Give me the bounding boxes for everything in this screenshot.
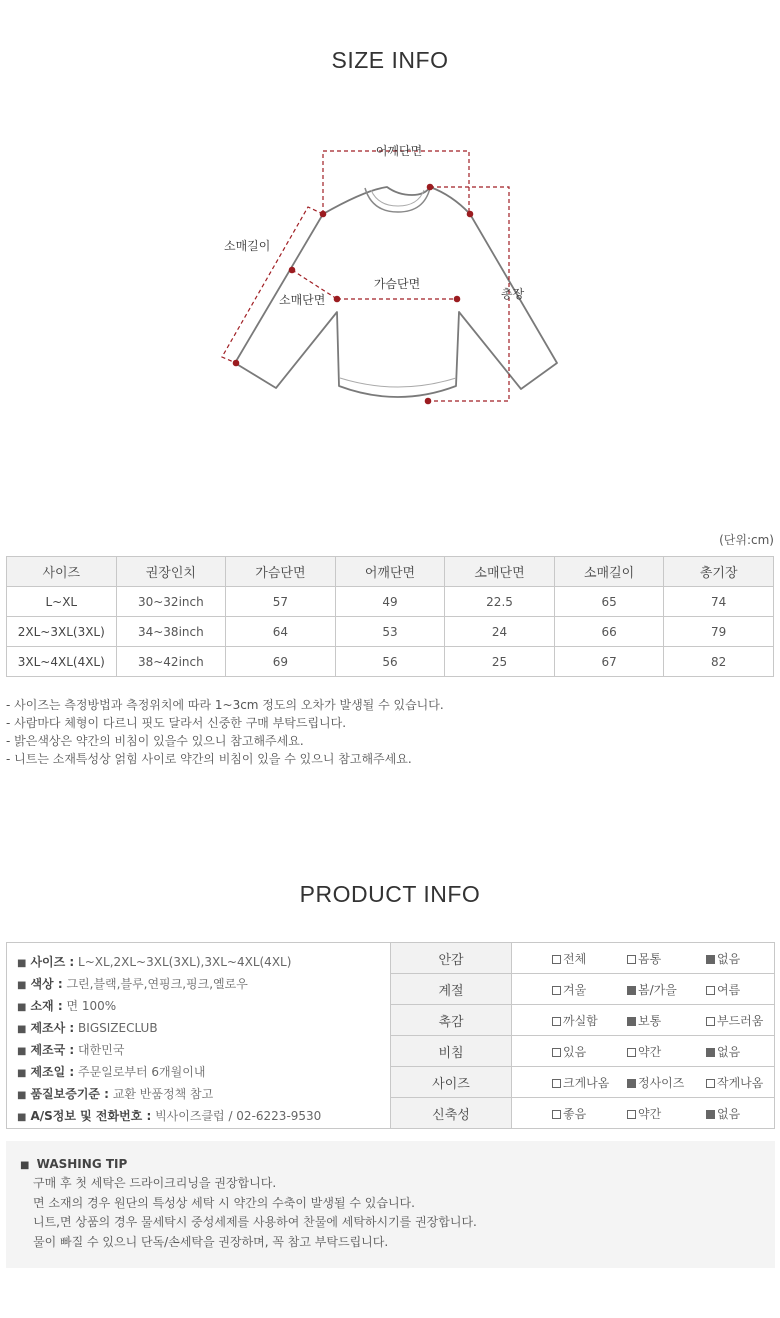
table-cell: 22.5 <box>445 587 555 617</box>
total-length-label: 총장 <box>501 287 525 301</box>
feature-name: 신축성 <box>391 1098 512 1129</box>
size-table-header: 사이즈 <box>7 557 117 587</box>
feature-option-label: 전체 <box>563 951 587 966</box>
feature-option <box>552 981 625 998</box>
bullet-icon: ■ <box>17 980 27 991</box>
feature-options <box>512 1036 775 1067</box>
table-cell: 82 <box>664 647 774 677</box>
feature-option <box>552 1012 625 1029</box>
product-info-key: 소재 : <box>30 999 63 1013</box>
table-cell: 34~38inch <box>116 617 226 647</box>
feature-options <box>512 1067 775 1098</box>
table-cell: 24 <box>445 617 555 647</box>
checked-box-icon <box>706 1110 715 1119</box>
table-cell: 79 <box>664 617 774 647</box>
bullet-icon: ■ <box>17 1002 27 1013</box>
feature-option <box>627 981 704 998</box>
product-info-value: 그린,블랙,블루,연핑크,핑크,옐로우 <box>66 977 248 991</box>
table-cell: L~XL <box>7 587 117 617</box>
size-table-header: 권장인치 <box>116 557 226 587</box>
product-info-row <box>17 952 390 974</box>
table-cell: 38~42inch <box>116 647 226 677</box>
feature-row <box>391 1067 775 1098</box>
feature-name: 안감 <box>391 943 512 974</box>
product-info-title: PRODUCT INFO <box>299 881 481 907</box>
size-info-title: SIZE INFO <box>331 47 449 73</box>
size-notes <box>6 696 444 768</box>
washing-tip-line: 물이 빠질 수 있으니 단독/손세탁을 권장하며, 꼭 참고 부탁드립니다. <box>33 1234 389 1249</box>
unchecked-box-icon <box>627 1110 636 1119</box>
note-item: - 밝은색상은 약간의 비침이 있을수 있으니 참고해주세요. <box>6 734 304 748</box>
product-info-key: A/S정보 및 전화번호 : <box>30 1109 152 1123</box>
feature-option <box>552 950 625 967</box>
feature-option <box>706 1105 740 1122</box>
feature-option-label: 정사이즈 <box>638 1075 685 1090</box>
checked-box-icon <box>706 955 715 964</box>
feature-option <box>627 950 704 967</box>
feature-option-label: 작게나옴 <box>717 1075 764 1090</box>
feature-option-label: 없음 <box>717 1044 741 1059</box>
washing-tip-list <box>20 1174 775 1252</box>
feature-option-label: 봄/가을 <box>638 982 677 997</box>
feature-option <box>627 1043 704 1060</box>
table-row <box>7 647 774 677</box>
feature-name: 사이즈 <box>391 1067 512 1098</box>
feature-option-label: 보통 <box>638 1013 662 1028</box>
table-cell: 65 <box>554 587 664 617</box>
product-info-value: L~XL,2XL~3XL(3XL),3XL~4XL(4XL) <box>78 955 292 969</box>
unchecked-box-icon <box>552 1079 561 1088</box>
feature-name: 비침 <box>391 1036 512 1067</box>
product-info-key: 제조국 : <box>30 1043 75 1057</box>
bullet-icon: ■ <box>17 1046 27 1057</box>
feature-option <box>552 1105 625 1122</box>
note-item: - 사람마다 체형이 다르니 핏도 달라서 신중한 구매 부탁드립니다. <box>6 716 347 730</box>
product-info-row <box>17 1106 390 1128</box>
table-cell: 2XL~3XL(3XL) <box>7 617 117 647</box>
feature-option-label: 크게나옴 <box>563 1075 610 1090</box>
feature-option <box>706 1012 763 1029</box>
feature-option <box>627 1012 704 1029</box>
table-cell: 64 <box>226 617 336 647</box>
table-row <box>7 617 774 647</box>
bullet-icon: ■ <box>17 1024 27 1035</box>
feature-option-label: 여름 <box>717 982 741 997</box>
chest-label: 가슴단면 <box>373 277 421 291</box>
feature-option <box>706 1074 763 1091</box>
bullet-icon: ■ <box>17 1068 27 1079</box>
feature-option-label: 없음 <box>717 951 741 966</box>
size-table-header: 어깨단면 <box>335 557 445 587</box>
unchecked-box-icon <box>706 986 715 995</box>
product-info-row <box>17 974 390 996</box>
feature-option <box>706 950 740 967</box>
unchecked-box-icon <box>552 1048 561 1057</box>
bullet-icon: ■ <box>17 1090 27 1101</box>
checked-box-icon <box>627 986 636 995</box>
feature-options <box>512 1005 775 1036</box>
bullet-icon: ■ <box>17 958 27 969</box>
product-info-key: 제조사 : <box>30 1021 75 1035</box>
size-table <box>6 556 774 677</box>
unchecked-box-icon <box>552 986 561 995</box>
product-info-row <box>17 1018 390 1040</box>
product-info-key: 제조일 : <box>30 1065 75 1079</box>
sleeve-length-label: 소매길이 <box>224 239 271 253</box>
feature-option-label: 몸통 <box>638 951 662 966</box>
table-cell: 69 <box>226 647 336 677</box>
feature-row <box>391 943 775 974</box>
feature-options <box>512 974 775 1005</box>
product-info-value: 빅사이즈클럽 / 02-6223-9530 <box>155 1109 322 1123</box>
feature-option <box>627 1105 704 1122</box>
feature-option <box>552 1043 625 1060</box>
feature-option-label: 좋음 <box>563 1106 587 1121</box>
table-cell: 57 <box>226 587 336 617</box>
feature-option <box>706 1043 740 1060</box>
table-cell: 30~32inch <box>116 587 226 617</box>
table-cell: 3XL~4XL(4XL) <box>7 647 117 677</box>
size-table-header-row <box>7 557 774 587</box>
bullet-icon: ■ <box>20 1160 30 1171</box>
feature-option-label: 까실함 <box>563 1013 598 1028</box>
note-item: - 니트는 소재특성상 얽힘 사이로 약간의 비침이 있을 수 있으니 참고해주세요. <box>6 752 412 766</box>
bullet-icon: ■ <box>17 1112 27 1123</box>
product-info-row <box>17 1062 390 1084</box>
table-cell: 67 <box>554 647 664 677</box>
garment-measurement-diagram <box>218 140 568 415</box>
unchecked-box-icon <box>627 1048 636 1057</box>
feature-table <box>390 942 775 1129</box>
product-info-list <box>6 942 391 1129</box>
feature-option-label: 겨울 <box>563 982 587 997</box>
product-info-value: 주문일로부터 6개월이내 <box>78 1065 206 1079</box>
washing-tip-line: 구매 후 첫 세탁은 드라이크리닝을 권장합니다. <box>33 1176 277 1190</box>
unchecked-box-icon <box>706 1079 715 1088</box>
table-cell: 25 <box>445 647 555 677</box>
washing-tip-heading: WASHING TIP <box>36 1157 128 1171</box>
feature-option-label: 약간 <box>638 1106 662 1121</box>
feature-name: 촉감 <box>391 1005 512 1036</box>
feature-row <box>391 1098 775 1129</box>
unchecked-box-icon <box>552 955 561 964</box>
feature-row <box>391 1036 775 1067</box>
washing-tip-line: 니트,면 상품의 경우 물세탁시 중성세제를 사용하여 찬물에 세탁하시기를 권장합니다. <box>33 1215 477 1229</box>
product-info-row <box>17 1084 390 1106</box>
size-table-header: 소매길이 <box>554 557 664 587</box>
checked-box-icon <box>706 1048 715 1057</box>
unchecked-box-icon <box>552 1110 561 1119</box>
table-cell: 74 <box>664 587 774 617</box>
unchecked-box-icon <box>706 1017 715 1026</box>
shoulder-label: 어깨단면 <box>375 144 423 158</box>
product-info-row <box>17 996 390 1018</box>
table-row <box>7 587 774 617</box>
feature-option <box>706 981 740 998</box>
size-table-header: 가슴단면 <box>226 557 336 587</box>
feature-options <box>512 1098 775 1129</box>
checked-box-icon <box>627 1079 636 1088</box>
feature-name: 계절 <box>391 974 512 1005</box>
washing-tip-title <box>20 1157 775 1171</box>
washing-tip-box <box>6 1141 775 1268</box>
table-cell: 49 <box>335 587 445 617</box>
product-info-value: 면 100% <box>66 999 117 1013</box>
product-info-key: 사이즈 : <box>30 955 75 969</box>
product-info-value: BIGSIZECLUB <box>78 1021 158 1035</box>
checked-box-icon <box>627 1017 636 1026</box>
product-info-key: 색상 : <box>30 977 63 991</box>
size-table-header: 소매단면 <box>445 557 555 587</box>
product-info-key: 품질보증기준 : <box>30 1087 109 1101</box>
washing-tip-line: 면 소재의 경우 원단의 특성상 세탁 시 약간의 수축이 발생될 수 있습니다. <box>33 1195 415 1210</box>
feature-option-label: 있음 <box>563 1044 587 1059</box>
product-info-row <box>17 1040 390 1062</box>
size-table-header: 총기장 <box>664 557 774 587</box>
feature-option-label: 약간 <box>638 1044 662 1059</box>
feature-option-label: 부드러움 <box>717 1013 764 1028</box>
feature-row <box>391 1005 775 1036</box>
product-info-value: 교환 반품정책 참고 <box>112 1087 214 1101</box>
feature-option-label: 없음 <box>717 1106 741 1121</box>
table-cell: 56 <box>335 647 445 677</box>
feature-option <box>627 1074 704 1091</box>
feature-option <box>552 1074 625 1091</box>
table-cell: 66 <box>554 617 664 647</box>
unchecked-box-icon <box>552 1017 561 1026</box>
feature-options <box>512 943 775 974</box>
feature-row <box>391 974 775 1005</box>
product-info-value: 대한민국 <box>78 1043 125 1057</box>
table-cell: 53 <box>335 617 445 647</box>
sleeve-width-label: 소매단면 <box>279 293 326 307</box>
note-item: - 사이즈는 측정방법과 측정위치에 따라 1~3cm 정도의 오차가 발생될 수 있습니다. <box>6 698 444 712</box>
unit-note: (단위:cm) <box>719 533 774 547</box>
unchecked-box-icon <box>627 955 636 964</box>
